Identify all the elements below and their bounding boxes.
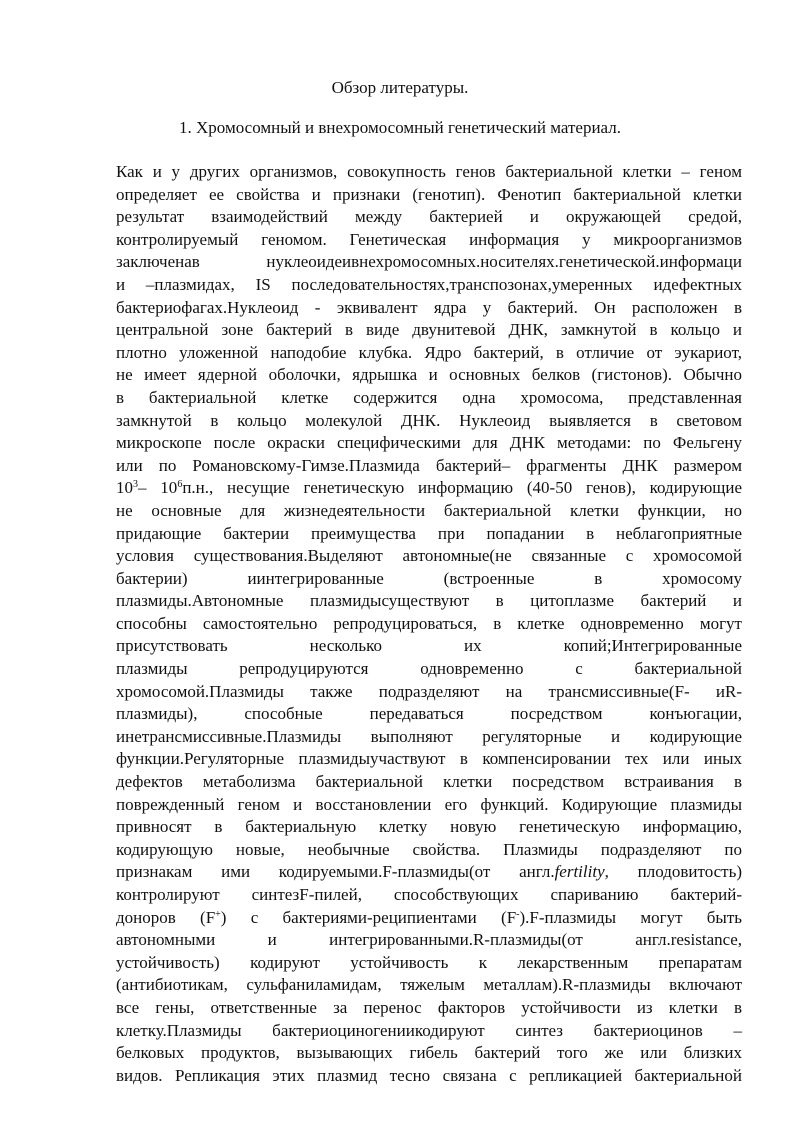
text-line: функции.Регуляторные плазмидыучаствуют в компенсировании тех или иных	[116, 749, 742, 769]
text-line: $10^3-$ $10^6п.н$., несущие генетическую информацию (40-50 генов), кодирующие	[116, 478, 742, 498]
text-line: контролируемый геномом. Генетическая информация у микроорганизмов	[116, 229, 742, 249]
body-paragraph	[116, 161, 742, 1087]
text-line: Как и у других организмов, совокупность генов бактериальной клетки – геном	[116, 162, 742, 181]
text-line: плазмиды), способные передаваться посредством конъюгации,	[116, 704, 742, 724]
text-line: (антибиотикам, сульфаниламидам, тяжелым металлам).R-плазмиды включают	[116, 975, 742, 995]
text-line: заключенав нуклеоидеивнехромосомных.носителях.генетической.информаци	[116, 252, 742, 272]
text-line: присутствовать несколько их копий;Интегрированные	[116, 636, 742, 656]
text-line: клетку.Плазмиды бактериоциногениикодируют синтез бактериоцинов –	[116, 1020, 742, 1040]
text-line: в бактериальной клетке содержится одна хромосома, представленная	[116, 387, 742, 407]
text-line: способны самостоятельно репродуцироваться, в клетке одновременно могут	[116, 613, 742, 633]
text-line: не основные для жизнедеятельности бактериальной клетки функции, но	[116, 500, 742, 520]
text-line: плазмиды.Автономные плазмидысуществуют в цитоплазме бактерий и	[116, 591, 742, 611]
text-line: признакам ими кодируемыми.F-плазмиды(от англ.fertility, плодовитость)	[116, 862, 742, 882]
text-line: микроскопе после окраски специфическими для ДНК методами: по Фельгену	[116, 433, 742, 453]
text-line: придающие бактерии преимущества при попадании в неблагоприятные	[116, 523, 742, 543]
page-title: Обзор литературы.	[331, 78, 469, 97]
text-line: бактериофагах.Нуклеоид - эквивалент ядра у бактерий. Он расположен в	[116, 297, 742, 317]
text-line: или по Романовскому-Гимзе.Плазмида бактерий– фрагменты ДНК размером	[116, 455, 742, 475]
text-line: все гены, ответственные за перенос факторов устойчивости из клетки в	[116, 997, 742, 1017]
text-line: устойчивость) кодируют устойчивость к лекарственным препаратам	[116, 952, 742, 972]
text-line: результат взаимодействий между бактерией и окружающей средой,	[116, 207, 742, 227]
text-line: кодирующую новые, необычные свойства. Плазмиды подразделяют по	[116, 839, 742, 859]
text-line: белковых продуктов, вызывающих гибель бактерий того же или близких	[116, 1043, 742, 1063]
text-line: поврежденный геном и восстановлении его функций. Кодирующие плазмиды	[116, 794, 742, 814]
text-line: бактерии) иинтегрированные (встроенные в хромосому	[116, 568, 742, 588]
text-line: центральной зоне бактерий в виде двунитевой ДНК, замкнутой в кольцо и	[116, 320, 742, 340]
text-line: дефектов метаболизма бактериальной клетки посредством встраивания в	[116, 772, 742, 792]
text-line: плотно уложенной наподобие клубка. Ядро бактерий, в отличие от эукариот,	[116, 342, 742, 362]
section-heading: 1. Хромосомный и внехромосомный генетический материал.	[179, 118, 621, 137]
text-line: плазмиды репродуцируются одновременно с бактериальной	[116, 659, 742, 679]
text-line: привносят в бактериальную клетку новую генетическую информацию,	[116, 817, 742, 837]
text-line: инетрансмиссивные.Плазмиды выполняют регуляторные и кодирующие	[116, 726, 742, 746]
text-line: замкнутой в кольцо молекулой ДНК. Нуклеоид выявляется в световом	[116, 410, 742, 430]
text-line: определяет ее свойства и признаки (генотип). Фенотип бактериальной клетки	[116, 184, 742, 204]
text-line: условия существования.Выделяют автономные(не связанные с хромосомой	[116, 546, 742, 566]
text-line: контролируют синтезF-пилей, способствующих спариванию бактерий-	[116, 885, 742, 904]
text-line: хромосомой.Плазмиды также подразделяют на трансмиссивные(F- иR-	[116, 681, 742, 701]
text-line: не имеет ядерной оболочки, ядрышка и основных белков (гистонов). Обычно	[116, 365, 742, 385]
text-line: видов. Репликация этих плазмид тесно связана с репликацией бактериальной	[116, 1065, 742, 1085]
text-line: и –плазмидах, IS последовательностях,транспозонах,умеренных идефектных	[116, 274, 742, 294]
text-line: автономными и интегрированными.R-плазмиды(от англ.resistance,	[116, 930, 742, 950]
text-line: доноров (F+) с бактериями-реципиентами (F-).F-плазмиды могут быть	[116, 907, 743, 927]
